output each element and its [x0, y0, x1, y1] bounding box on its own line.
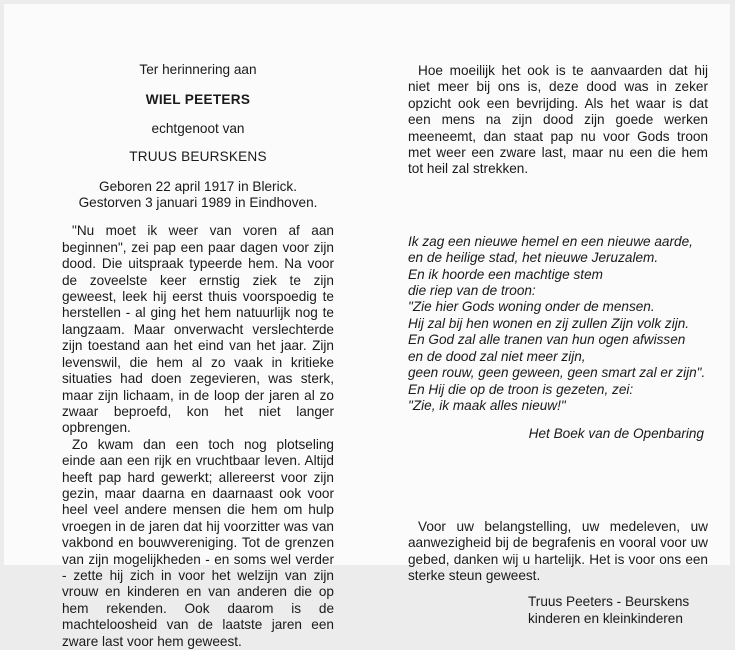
reflection-paragraph: Hoe moeilijk het ook is te aanvaarden dat hij niet meer bij ons is, deze dood was in zeker opzicht ook een bevrijding. Als het waar is dat een mens na zijn dood zijn goede werken meeneemt, dan staat pap nu voor Gods troon met weer een zware last, maar nu een die hem tot heil zal strekken.: [408, 63, 708, 177]
verse-line: En Hij die op de troon is gezeten, zei:: [408, 381, 634, 397]
verse-source: Het Boek van de Openbaring: [528, 426, 704, 442]
verse-line: die riep van de troon:: [408, 283, 536, 299]
spouse-label: echtgenoot van: [151, 120, 245, 136]
spouse-name: TRUUS BEURSKENS: [129, 149, 267, 165]
signature: [408, 594, 708, 627]
signature-line-2: kinderen en kleinkinderen: [528, 610, 683, 626]
bible-verse: [408, 234, 708, 414]
verse-line: "Zie, ik maak alles nieuw!": [408, 397, 566, 413]
verse-line: En God zal alle tranen van hun ogen afwissen: [408, 332, 686, 348]
verse-line: geen rouw, geen geween, geen smart zal er zijn".: [408, 365, 706, 381]
tribute-paragraph-1: "Nu moet ik weer van voren af aan beginnen", zei pap een paar dagen voor zijn dood. Die uitspraak typeerde hem. Na voor de zoveelste keer ernstig ziek te zijn geweest, leek hij eerst thuis voorspoedig te herstellen - al ging het hem natuurlijk nog te langzaam. Maar onverwacht verslechterde zijn toestand aan het eind van het jaar. Zijn levenswil, die hem al zo vaak in kritieke situaties had doen zegevieren, was sterk, maar zijn lichaam, in de loop der jaren al zo zwaar beproefd, kon het niet langer opbrengen.: [62, 223, 334, 436]
birth-line: Geboren 22 april 1917 in Blerick.: [99, 178, 297, 194]
verse-line: En ik hoorde een machtige stem: [408, 266, 603, 282]
right-page: [408, 63, 708, 627]
verse-line: en de dood zal niet meer zijn,: [408, 348, 586, 364]
life-dates: [62, 179, 334, 212]
signature-line-1: Truus Peeters - Beurskens: [528, 594, 690, 610]
intro-line: Ter herinnering aan: [139, 62, 257, 77]
tribute-paragraph-2: Zo kwam dan een toch nog plotseling einde aan een rijk en vruchtbaar leven. Altijd heeft pap hard gewerkt; allereerst voor zijn gezin, maar daarna en daarnaast ook voor heel veel andere mensen die hem om hulp vroegen in de jaren dat hij voorzitter was van vakbond en bouwvereniging. Tot de grenzen van zijn mogelijkheden - en soms wel verder - zette hij zich in voor het welzijn van zijn vrouw en kinderen en van anderen die op hem rekenden. Ook daarom is de machteloosheid van de laatste jaren een zware last voor hem geweest.: [62, 436, 334, 649]
deceased-name: WIEL PEETERS: [145, 92, 251, 108]
verse-line: en de heilige stad, het nieuwe Jeruzalem.: [408, 250, 659, 266]
thanks-paragraph: Voor uw belangstelling, uw medeleven, uw aanwezigheid bij de begrafenis en vooral voor uw gebed, danken wij u hartelijk. Het is voor ons een sterke steun geweest.: [408, 518, 708, 583]
verse-line: Ik zag een nieuwe hemel en een nieuwe aarde,: [408, 233, 693, 249]
verse-line: "Zie hier Gods woning onder de mensen.: [408, 299, 655, 315]
memorial-card: [4, 4, 730, 649]
verse-line: Hij zal bij hen wonen en zij zullen Zijn volk zijn.: [408, 315, 690, 331]
death-line: Gestorven 3 januari 1989 in Eindhoven.: [78, 195, 318, 211]
left-page: [62, 62, 334, 650]
